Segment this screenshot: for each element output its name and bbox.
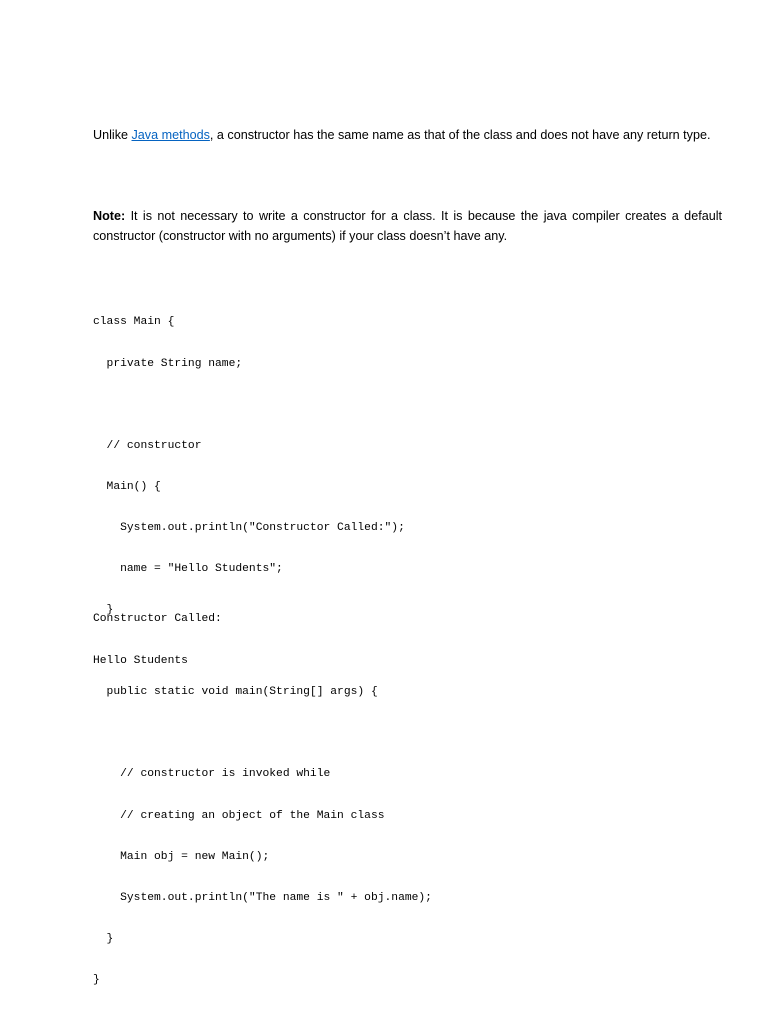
intro-text-start: Unlike [93, 128, 132, 142]
code-line [93, 399, 432, 413]
code-line: // constructor [93, 439, 202, 452]
note-paragraph [93, 207, 722, 246]
code-line: System.out.println("Constructor Called:"); [93, 521, 405, 534]
code-line: } [93, 973, 100, 986]
code-line: System.out.println("The name is " + obj.name); [93, 891, 432, 904]
code-line: // creating an object of the Main class [93, 809, 385, 822]
java-methods-link[interactable]: Java methods [131, 128, 210, 142]
intro-text-end: , a constructor has the same name as that of the class and does not have any return type. [209, 128, 711, 142]
output-line: Hello Students [93, 654, 188, 667]
code-line: public static void main(String[] args) { [93, 686, 378, 699]
document-page [93, 0, 722, 1024]
output-line: Constructor Called: [93, 613, 222, 626]
code-line: name = "Hello Students"; [93, 562, 283, 575]
note-text: It is not necessary to write a constructor for a class. It is because the java compiler creates a default constructor (constructor with no arguments) if your class doesn’t have any. [93, 209, 722, 243]
output-block [93, 586, 222, 696]
note-label: Note: [93, 209, 126, 223]
code-line: // constructor is invoked while [93, 768, 331, 781]
code-line: } [93, 604, 114, 617]
code-line: Main obj = new Main(); [93, 850, 270, 863]
code-line: private String name; [93, 357, 243, 370]
code-line [93, 727, 432, 741]
code-line: Main() { [93, 480, 161, 493]
intro-paragraph [93, 126, 722, 146]
code-line: class Main { [93, 316, 175, 329]
code-line: } [93, 932, 114, 945]
